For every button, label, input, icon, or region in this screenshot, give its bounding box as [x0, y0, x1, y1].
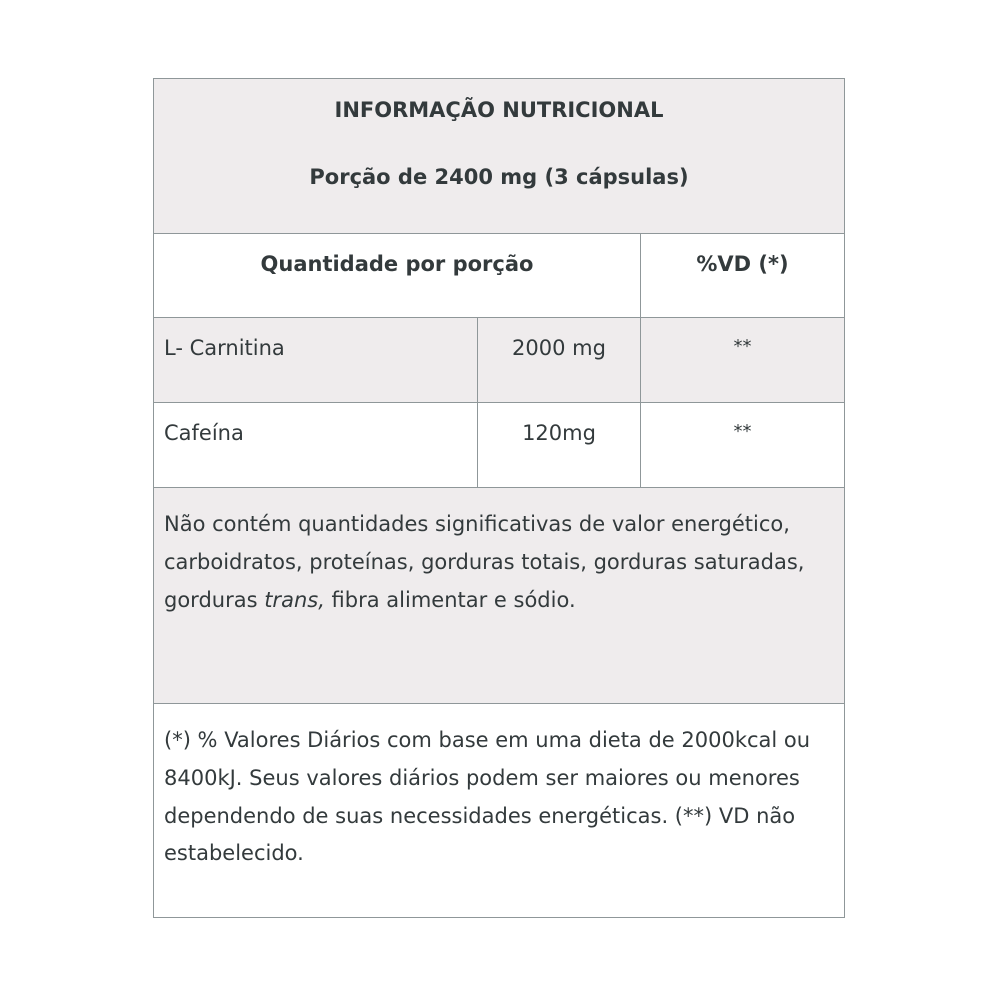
table-title: INFORMAÇÃO NUTRICIONAL [334, 98, 664, 122]
vd-header-label: %VD (*) [696, 252, 789, 276]
table-row [154, 318, 845, 403]
nutrition-table [153, 78, 845, 918]
column-header-row [154, 234, 845, 318]
nutrient-vd: ** [733, 421, 752, 442]
quantity-header [154, 234, 641, 318]
header-cell [154, 79, 845, 234]
nutrient-vd-cell [641, 318, 845, 403]
nutrient-amount: 120mg [522, 421, 596, 445]
footnote-cell [154, 704, 845, 918]
quantity-header-label: Quantidade por porção [260, 252, 534, 276]
nutrient-amount-cell [478, 403, 641, 488]
nutrient-name-cell [154, 403, 478, 488]
portion-size: Porção de 2400 mg (3 cápsulas) [309, 165, 689, 190]
header-row [154, 79, 845, 234]
nutrient-name: L- Carnitina [164, 336, 285, 360]
note-text-end: fibra alimentar e sódio. [324, 587, 576, 612]
note-text-start: Não contém quantidades significativas de valor energético, carboidratos, proteínas, gorduras totais, gorduras saturadas, gorduras [164, 512, 805, 612]
nutrient-vd-cell [641, 403, 845, 488]
table-row [154, 403, 845, 488]
nutrient-amount: 2000 mg [512, 336, 606, 360]
nutrient-vd: ** [733, 336, 752, 357]
nutrient-name: Cafeína [164, 421, 244, 445]
footnote-text: (*) % Valores Diários com base em uma dieta de 2000kcal ou 8400kJ. Seus valores diários podem ser maiores ou menores dependendo de suas necessidades energéticas. (**) VD não estabelecido. [164, 728, 811, 866]
note-row [154, 488, 845, 704]
nutrient-name-cell [154, 318, 478, 403]
note-text-italic: trans, [264, 587, 325, 612]
nutrient-amount-cell [478, 318, 641, 403]
nutrition-note [154, 488, 844, 619]
note-cell [154, 488, 845, 704]
vd-header [641, 234, 845, 318]
footnote-row [154, 704, 845, 918]
